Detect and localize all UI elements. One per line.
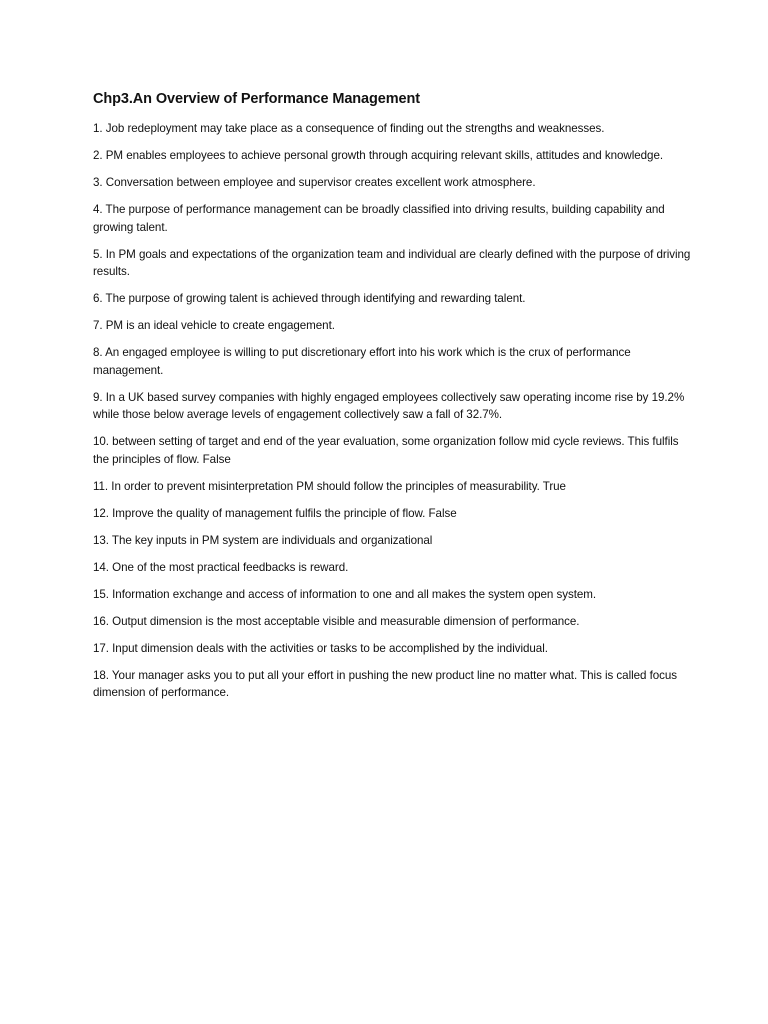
- list-item: 16. Output dimension is the most acceptable visible and measurable dimension of performance.: [93, 614, 580, 628]
- list-item: 6. The purpose of growing talent is achieved through identifying and rewarding talent.: [93, 292, 526, 305]
- list-item: 5. In PM goals and expectations of the organization team and individual are clearly defined with the purpose of driving results.: [93, 247, 691, 278]
- document-title: Chp3.An Overview of Performance Management: [93, 91, 420, 107]
- list-item: 3. Conversation between employee and supervisor creates excellent work atmosphere.: [93, 176, 536, 189]
- list-item: 13. The key inputs in PM system are individuals and organizational: [93, 533, 433, 547]
- question-list: [93, 120, 693, 702]
- list-item: 1. Job redeployment may take place as a consequence of finding out the strengths and weaknesses.: [93, 122, 605, 135]
- list-item: 15. Information exchange and access of information to one and all makes the system open system.: [93, 587, 597, 601]
- document-page: [93, 90, 693, 711]
- list-item: 8. An engaged employee is willing to put discretionary effort into his work which is the crux of performance management.: [93, 346, 631, 377]
- list-item: 10. between setting of target and end of the year evaluation, some organization follow mid cycle reviews. This fulfils the principles of flow. False: [93, 435, 679, 466]
- list-item: 18. Your manager asks you to put all your effort in pushing the new product line no matter what. This is called focus dimension of performance.: [93, 668, 678, 699]
- list-item: 9. In a UK based survey companies with highly engaged employees collectively saw operating income rise by 19.2% while those below average levels of engagement collectively saw a fall of 32.7%.: [93, 390, 685, 421]
- list-item: 4. The purpose of performance management can be broadly classified into driving results, building capability and growing talent.: [93, 203, 665, 234]
- list-item: 12. Improve the quality of management fulfils the principle of flow. False: [93, 506, 457, 520]
- list-item: 14. One of the most practical feedbacks is reward.: [93, 560, 349, 574]
- list-item: 2. PM enables employees to achieve personal growth through acquiring relevant skills, attitudes and knowledge.: [93, 149, 664, 162]
- list-item: 11. In order to prevent misinterpretation PM should follow the principles of measurability. True: [93, 479, 566, 493]
- list-item: 17. Input dimension deals with the activities or tasks to be accomplished by the individual.: [93, 641, 548, 655]
- list-item: 7. PM is an ideal vehicle to create engagement.: [93, 319, 335, 332]
